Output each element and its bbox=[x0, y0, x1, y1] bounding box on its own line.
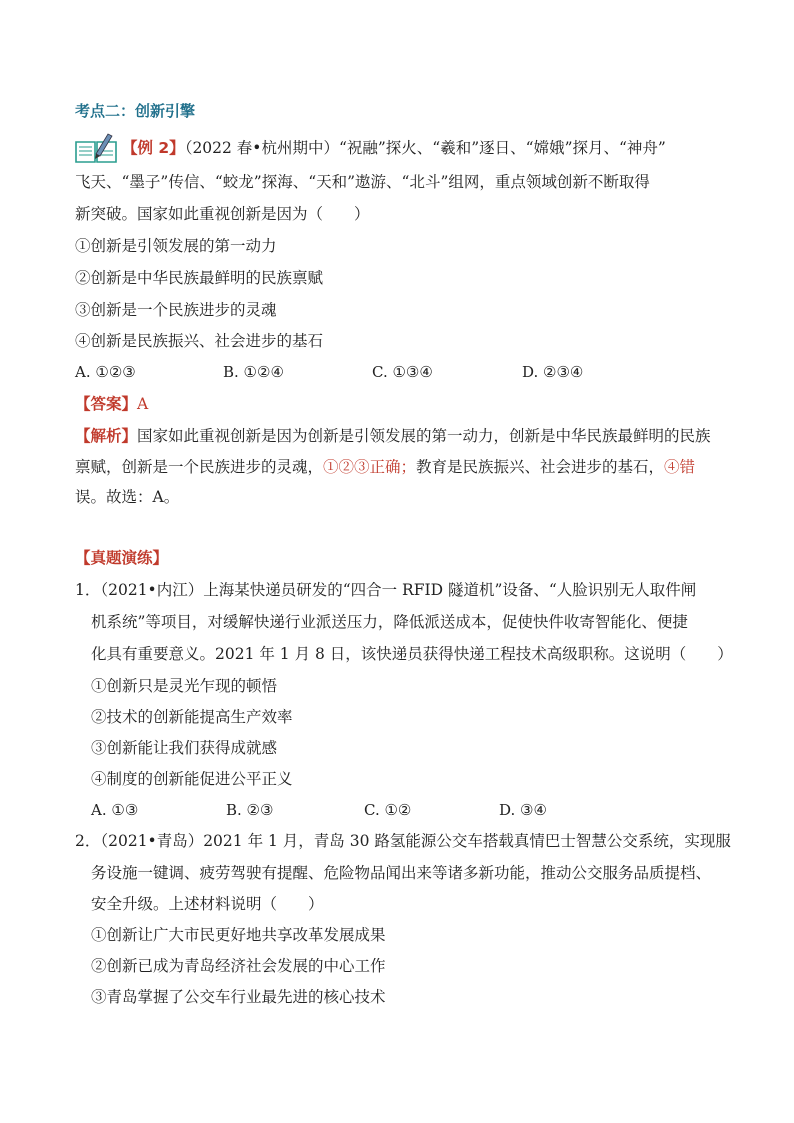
q2-item-1: ①创新让广大市民更好地共享改革发展成果 bbox=[91, 926, 386, 944]
example-stem-line1: （2022 春•杭州期中）“祝融”探火、“羲和”逐日、“嫦娥”探月、“神舟” bbox=[184, 139, 666, 157]
example-option-b: B. ①②④ bbox=[223, 363, 284, 381]
q1-line2: 机系统”等项目，对缓解快递行业派送压力，降低派送成本，促使快件收寄智能化、便捷 bbox=[91, 613, 688, 631]
q1-item-1: ①创新只是灵光乍现的顿悟 bbox=[91, 677, 278, 695]
answer-tag: 【答案】 bbox=[75, 395, 138, 413]
q2-line1: 2．（2021•青岛）2021 年 1 月，青岛 30 路氢能源公交车搭载真情巴士智慧公交系统，实现服 bbox=[75, 832, 731, 850]
example-option-c: C. ①③④ bbox=[372, 363, 433, 381]
book-pen-icon bbox=[74, 132, 118, 164]
answer-value: A bbox=[137, 395, 149, 413]
analysis-line2b: ①②③正确； bbox=[323, 458, 417, 476]
q1-option-d: D. ③④ bbox=[499, 801, 547, 819]
example-item-2: ②创新是中华民族最鲜明的民族禀赋 bbox=[75, 269, 324, 287]
q2-item-2: ②创新已成为青岛经济社会发展的中心工作 bbox=[91, 957, 386, 975]
q1-line3: 化具有重要意义。2021 年 1 月 8 日，该快递员获得快递工程技术高级职称。这说明（ ） bbox=[91, 645, 733, 663]
example-option-a: A. ①②③ bbox=[75, 363, 136, 381]
q2-item-3: ③青岛掌握了公交车行业最先进的核心技术 bbox=[91, 988, 386, 1006]
analysis-line1: 国家如此重视创新是因为创新是引领发展的第一动力，创新是中华民族最鲜明的民族 bbox=[137, 427, 711, 445]
analysis-tag: 【解析】 bbox=[75, 427, 138, 445]
q1-line1: 1．（2021•内江）上海某快递员研发的“四合一 RFID 隧道机”设备、“人脸识别无人取件闸 bbox=[75, 581, 697, 599]
example-stem-line2: 飞天、“墨子”传信、“蛟龙”探海、“天和”遨游、“北斗”组网，重点领域创新不断取得 bbox=[75, 173, 650, 191]
analysis-line2d: ④错 bbox=[664, 458, 696, 476]
example-tag: 【例 2】 bbox=[122, 139, 185, 157]
q1-option-c: C. ①② bbox=[364, 801, 412, 819]
q1-item-4: ④制度的创新能促进公平正义 bbox=[91, 770, 293, 788]
analysis-line2c: 教育是民族振兴、社会进步的基石， bbox=[416, 458, 665, 476]
example-item-4: ④创新是民族振兴、社会进步的基石 bbox=[75, 332, 324, 350]
example-option-d: D. ②③④ bbox=[522, 363, 584, 381]
q1-option-b: B. ②③ bbox=[226, 801, 274, 819]
analysis-line2a: 禀赋，创新是一个民族进步的灵魂， bbox=[75, 458, 324, 476]
example-item-3: ③创新是一个民族进步的灵魂 bbox=[75, 301, 277, 319]
practice-heading: 【真题演练】 bbox=[75, 549, 169, 567]
q1-item-3: ③创新能让我们获得成就感 bbox=[91, 739, 278, 757]
q2-line2: 务设施一键调、疲劳驾驶有提醒、危险物品闻出来等诸多新功能，推动公交服务品质提档、 bbox=[91, 864, 712, 882]
example-stem-line3: 新突破。国家如此重视创新是因为（ ） bbox=[75, 205, 370, 223]
section-title: 考点二：创新引擎 bbox=[75, 102, 196, 120]
q1-option-a: A. ①③ bbox=[91, 801, 139, 819]
analysis-line3: 误。故选：A。 bbox=[75, 488, 180, 506]
q2-line3: 安全升级。上述材料说明（ ） bbox=[91, 895, 324, 913]
example-item-1: ①创新是引领发展的第一动力 bbox=[75, 237, 277, 255]
q1-item-2: ②技术的创新能提高生产效率 bbox=[91, 708, 293, 726]
